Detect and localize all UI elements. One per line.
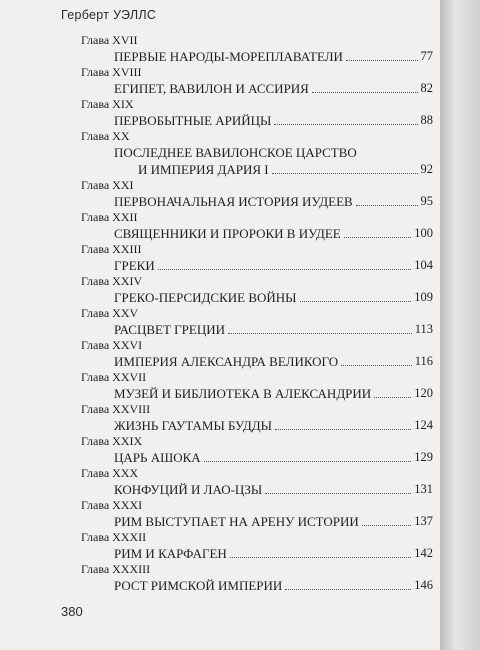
chapter-page-number: 124	[414, 418, 433, 432]
dot-leader	[228, 333, 412, 334]
chapter-page-number: 77	[420, 49, 433, 63]
toc-entry-ch22	[81, 210, 433, 242]
chapter-title: РАСЦВЕТ ГРЕЦИИ	[114, 322, 226, 337]
chapter-label: Глава XVII	[81, 33, 138, 47]
chapter-page-number: 146	[414, 578, 433, 592]
dot-leader	[272, 173, 418, 174]
chapter-title-row	[114, 193, 433, 210]
running-header-author: Герберт УЭЛЛС	[61, 8, 157, 22]
chapter-page-number: 95	[420, 194, 433, 208]
dot-leader	[341, 365, 412, 366]
chapter-page-number: 88	[420, 113, 433, 127]
chapter-label: Глава XXIX	[81, 434, 143, 448]
chapter-label: Глава XXXI	[81, 498, 143, 512]
chapter-label: Глава XXIV	[81, 274, 143, 288]
chapter-title-row	[114, 353, 433, 370]
toc-entry-ch24	[81, 274, 433, 306]
chapter-title: ЕГИПЕТ, ВАВИЛОН И АССИРИЯ	[114, 81, 309, 96]
toc-entry-ch29	[81, 434, 433, 466]
chapter-title-row	[114, 48, 433, 65]
chapter-title-row	[114, 449, 433, 466]
toc-entry-ch25	[81, 306, 433, 338]
dot-leader	[300, 301, 412, 302]
chapter-label: Глава XXVIII	[81, 402, 151, 416]
chapter-title-row	[114, 225, 433, 242]
chapter-page-number: 116	[414, 354, 433, 368]
toc-entry-ch26	[81, 338, 433, 370]
chapter-label: Глава XIX	[81, 97, 134, 111]
chapter-title: СВЯЩЕННИКИ И ПРОРОКИ В ИУДЕЕ	[114, 226, 341, 241]
toc-entry-ch18	[81, 65, 433, 97]
chapter-label: Глава XX	[81, 129, 130, 143]
toc-entry-ch32	[81, 530, 433, 562]
chapter-page-number: 109	[414, 290, 433, 304]
chapter-title: РОСТ РИМСКОЙ ИМПЕРИИ	[114, 578, 283, 593]
chapter-title-row	[138, 161, 433, 178]
chapter-title: РИМ ВЫСТУПАЕТ НА АРЕНУ ИСТОРИИ	[114, 514, 359, 529]
chapter-page-number: 120	[414, 386, 433, 400]
chapter-title: ПЕРВЫЕ НАРОДЫ-МОРЕПЛАВАТЕЛИ	[114, 49, 343, 64]
toc-entry-ch31	[81, 498, 433, 530]
toc-entry-ch19	[81, 97, 433, 129]
toc-entry-ch21	[81, 178, 433, 210]
chapter-title-row	[114, 385, 433, 402]
chapter-title-row	[114, 545, 433, 562]
chapter-title-row	[114, 417, 433, 434]
dot-leader	[274, 124, 417, 125]
chapter-title-row	[114, 481, 433, 498]
book-spine-shadow	[440, 0, 480, 650]
chapter-label: Глава XXI	[81, 178, 134, 192]
toc-entry-ch28	[81, 402, 433, 434]
chapter-page-number: 113	[414, 322, 433, 336]
toc-entry-ch20	[81, 129, 433, 178]
chapter-title-row	[114, 513, 433, 530]
toc-entry-ch30	[81, 466, 433, 498]
chapter-page-number: 100	[414, 226, 433, 240]
chapter-label: Глава XXXII	[81, 530, 147, 544]
chapter-title: КОНФУЦИЙ И ЛАО-ЦЗЫ	[114, 482, 263, 497]
chapter-label: Глава XVIII	[81, 65, 142, 79]
chapter-page-number: 129	[414, 450, 433, 464]
chapter-page-number: 142	[414, 546, 433, 560]
dot-leader	[362, 525, 411, 526]
chapter-title: ПЕРВОБЫТНЫЕ АРИЙЦЫ	[114, 113, 272, 128]
dot-leader	[346, 60, 418, 61]
table-of-contents	[81, 33, 433, 594]
chapter-label: Глава XXII	[81, 210, 138, 224]
toc-entry-ch33	[81, 562, 433, 594]
dot-leader	[265, 493, 411, 494]
chapter-title-row	[114, 80, 433, 97]
dot-leader	[275, 429, 411, 430]
chapter-title-row	[114, 112, 433, 129]
chapter-title-row	[114, 577, 433, 594]
dot-leader	[344, 237, 412, 238]
dot-leader	[285, 589, 411, 590]
chapter-title: РИМ И КАРФАГЕН	[114, 546, 227, 561]
dot-leader	[158, 269, 412, 270]
chapter-page-number: 82	[420, 81, 433, 95]
chapter-page-number: 92	[420, 162, 433, 176]
chapter-page-number: 131	[414, 482, 433, 496]
dot-leader	[374, 397, 411, 398]
dot-leader	[356, 205, 418, 206]
chapter-label: Глава XXX	[81, 466, 139, 480]
chapter-title-row	[114, 321, 433, 338]
chapter-label: Глава XXVII	[81, 370, 147, 384]
chapter-title: ГРЕКИ	[114, 258, 155, 273]
chapter-title-row	[114, 289, 433, 306]
chapter-title: И ИМПЕРИЯ ДАРИЯ I	[138, 162, 269, 177]
chapter-page-number: 137	[414, 514, 433, 528]
dot-leader	[312, 92, 418, 93]
chapter-title: ПЕРВОНАЧАЛЬНАЯ ИСТОРИЯ ИУДЕЕВ	[114, 194, 353, 209]
chapter-title-row	[114, 257, 433, 274]
chapter-title: ГРЕКО-ПЕРСИДСКИЕ ВОЙНЫ	[114, 290, 297, 305]
toc-entry-ch23	[81, 242, 433, 274]
page-number: 380	[61, 604, 83, 619]
chapter-title: ЦАРЬ АШОКА	[114, 450, 201, 465]
toc-entry-ch27	[81, 370, 433, 402]
chapter-label: Глава XXVI	[81, 338, 143, 352]
chapter-label: Глава XXIII	[81, 242, 142, 256]
chapter-title: ЖИЗНЬ ГАУТАМЫ БУДДЫ	[114, 418, 272, 433]
chapter-page-number: 104	[414, 258, 433, 272]
dot-leader	[204, 461, 412, 462]
toc-entry-ch17	[81, 33, 433, 65]
dot-leader	[230, 557, 411, 558]
chapter-label: Глава XXXIII	[81, 562, 151, 576]
chapter-title: ИМПЕРИЯ АЛЕКСАНДРА ВЕЛИКОГО	[114, 354, 339, 369]
chapter-label: Глава XXV	[81, 306, 139, 320]
chapter-title: МУЗЕЙ И БИБЛИОТЕКА В АЛЕКСАНДРИИ	[114, 386, 372, 401]
chapter-title-line1: ПОСЛЕДНЕЕ ВАВИЛОНСКОЕ ЦАРСТВО	[114, 145, 357, 160]
